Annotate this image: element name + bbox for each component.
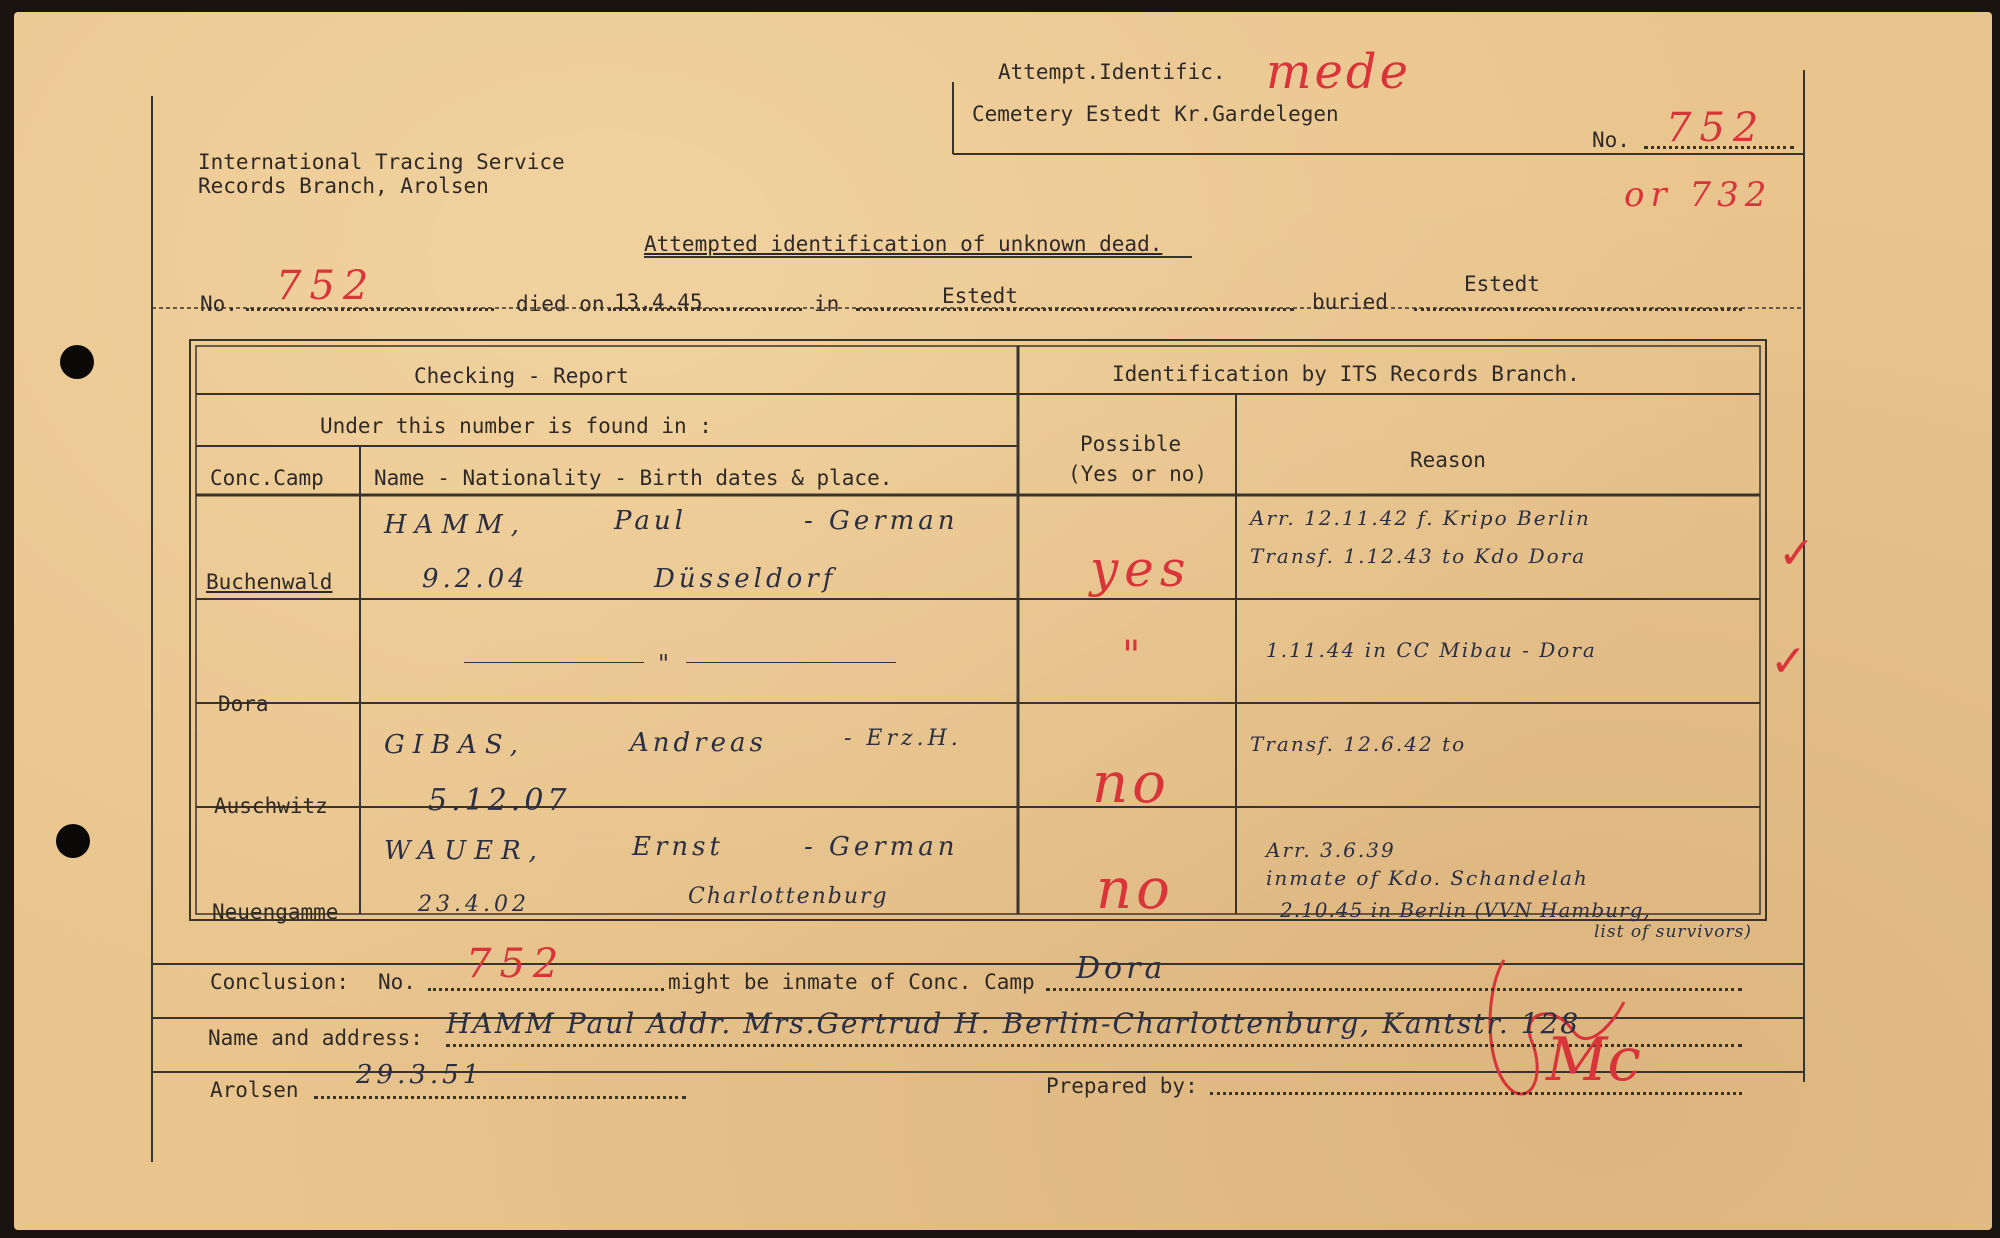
buried-line [1414, 308, 1742, 311]
conclusion-no-label: No. [378, 970, 416, 994]
row1-birthplace: Düsseldorf [654, 564, 837, 594]
col-possible-header: Possible [1080, 432, 1182, 456]
row1-nationality: - German [804, 506, 959, 536]
record-no-value: 752 [276, 263, 377, 309]
attempt-value: mede [1266, 44, 1412, 100]
name-address-value: HAMM Paul Addr. Mrs.Gertrud H. Berlin-Charlottenburg, Kantstr. 128 [446, 1007, 1581, 1040]
signature: Mc [1546, 1025, 1642, 1095]
buried-label: buried [1312, 290, 1388, 314]
row4-reason2: inmate of Kdo. Schandelah [1266, 866, 1589, 890]
col-possible-sub: (Yes or no) [1068, 462, 1208, 486]
row4-birthdate: 23.4.02 [418, 892, 530, 917]
attempt-label: Attempt.Identific. [998, 60, 1226, 84]
row3-reason1: Transf. 12.6.42 to [1250, 732, 1467, 756]
prepared-by-label: Prepared by: [1046, 1074, 1198, 1098]
row4-birthplace: Charlottenburg [688, 884, 889, 909]
under-number-label: Under this number is found in : [320, 414, 712, 438]
died-value: 13.4.45 [614, 290, 703, 314]
prepared-by-line [1210, 1092, 1742, 1095]
row2-ditto: " [658, 650, 674, 678]
died-label: died on [516, 292, 605, 316]
row2-reason1: 1.11.44 in CC Mibau - Dora [1266, 638, 1597, 662]
header-no-value: 752 [1666, 105, 1767, 151]
cemetery-label: Cemetery Estedt Kr.Gardelegen [972, 102, 1339, 126]
row1-birthdate: 9.2.04 [422, 564, 529, 594]
row3-nationality: - Erz.H. [844, 726, 962, 751]
row1-reason1: Arr. 12.11.42 f. Kripo Berlin [1250, 506, 1591, 530]
row4-reason1: Arr. 3.6.39 [1266, 838, 1396, 862]
died-line [608, 308, 802, 311]
page-title: Attempted identification of unknown dead. [644, 232, 1163, 256]
row4-camp: Neuengamme [212, 900, 339, 924]
row4-possible: no [1096, 857, 1174, 922]
org-line1: International Tracing Service [198, 150, 565, 174]
record-card [14, 12, 1992, 1230]
conclusion-text: might be inmate of Conc. Camp [668, 970, 1035, 994]
record-no-label: No. [200, 292, 238, 316]
row3-firstname: Andreas [630, 728, 767, 758]
in-line [856, 308, 1294, 311]
row4-nationality: - German [804, 832, 959, 862]
row4-firstname: Ernst [632, 832, 724, 862]
col-camp-header: Conc.Camp [210, 466, 324, 490]
row2-possible: " [1122, 633, 1141, 679]
conclusion-label: Conclusion: [210, 970, 350, 994]
row3-surname: GIBAS, [384, 730, 527, 760]
row4-reason4: list of survivors) [1594, 922, 1752, 942]
title-underline [644, 256, 1192, 258]
row4-reason3: 2.10.45 in Berlin (VVN Hamburg, [1280, 898, 1651, 922]
in-label: in [814, 292, 840, 316]
name-address-label: Name and address: [208, 1026, 423, 1050]
row4-surname: WAUER, [384, 836, 545, 866]
buried-value: Estedt [1464, 272, 1540, 296]
row3-birthdate: 5.12.07 [428, 783, 571, 818]
identification-header: Identification by ITS Records Branch. [1112, 362, 1580, 386]
row2-ditto-line-right [686, 662, 896, 663]
checking-report-header: Checking - Report [414, 364, 629, 388]
row1-checkmark-icon: ✓ [1778, 528, 1815, 579]
arolsen-label: Arolsen [210, 1078, 299, 1102]
row1-possible: yes [1090, 540, 1192, 598]
date-line [314, 1096, 686, 1099]
row3-possible: no [1092, 751, 1170, 816]
header-no-alt: or 732 [1624, 175, 1773, 215]
row1-surname: HAMM, [384, 510, 527, 540]
conclusion-camp-value: Dora [1076, 951, 1167, 986]
conclusion-no-value: 752 [466, 941, 567, 987]
row1-camp: Buchenwald [206, 570, 333, 594]
org-line2: Records Branch, Arolsen [198, 174, 489, 198]
in-value: Estedt [942, 284, 1018, 308]
row2-checkmark-icon: ✓ [1770, 636, 1807, 687]
col-reason-header: Reason [1410, 448, 1486, 472]
row1-reason2: Transf. 1.12.43 to Kdo Dora [1250, 544, 1587, 568]
row2-camp: Dora [218, 692, 269, 716]
row1-firstname: Paul [614, 506, 687, 536]
conclusion-no-line [428, 988, 664, 991]
date-value: 29.3.51 [356, 1060, 484, 1090]
conclusion-camp-line [1046, 988, 1742, 991]
row2-ditto-line-left [464, 662, 644, 663]
col-name-header: Name - Nationality - Birth dates & place. [374, 466, 893, 490]
row3-camp: Auschwitz [214, 794, 328, 818]
header-no-label: No. [1592, 128, 1630, 152]
